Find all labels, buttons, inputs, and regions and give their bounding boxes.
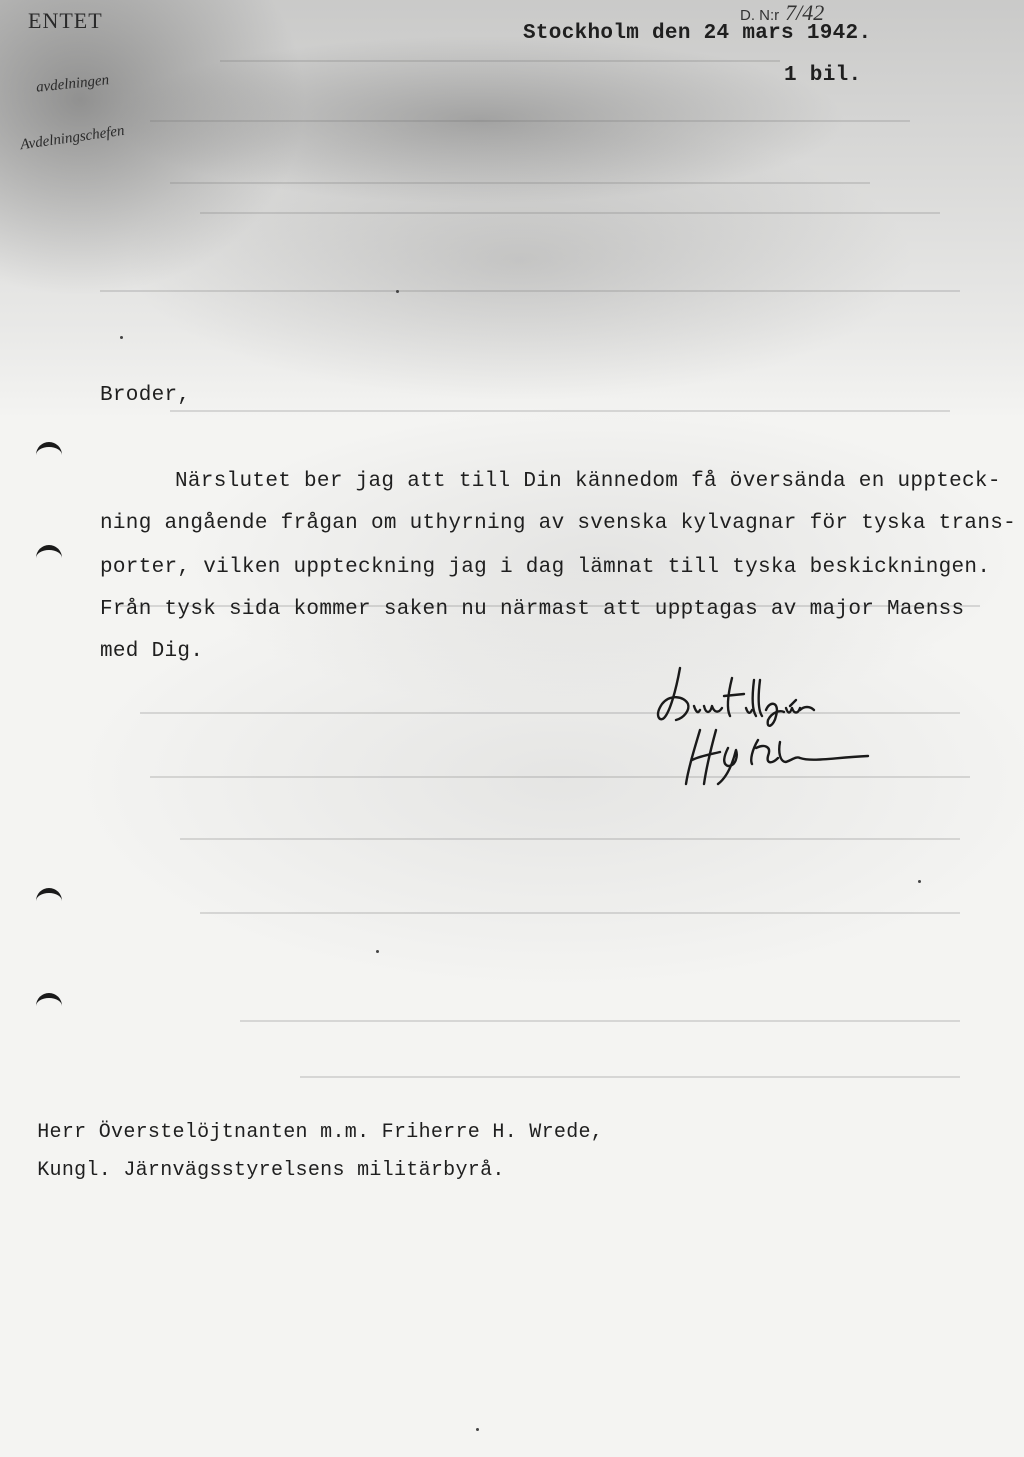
signature-drawing: [640, 660, 880, 790]
punch-hole: [36, 545, 62, 566]
speck: [918, 880, 921, 883]
bleed-line: [300, 1076, 960, 1078]
diary-label: D. N:r: [740, 7, 780, 24]
bleed-line: [200, 912, 960, 914]
speck: [120, 336, 123, 339]
speck: [376, 950, 379, 953]
bleed-line: [180, 838, 960, 840]
signature: [640, 660, 880, 790]
address-line-2-text: Kungl. Järnvägsstyrelsens militärbyrå.: [37, 1159, 505, 1182]
punch-hole: [36, 888, 62, 909]
letterhead-department: ENTET: [28, 8, 103, 33]
body-line: ning angående frågan om uthyrning av svenska kylvagnar för tyska trans-: [100, 512, 1017, 535]
body-line: Från tysk sida kommer saken nu närmast att upptagas av major Maenss: [100, 598, 965, 621]
punch-hole: [36, 993, 62, 1014]
diary-number-value: 7/42: [785, 0, 825, 25]
body-line: Närslutet ber jag att till Din kännedom få översända en uppteck-: [175, 470, 1001, 493]
bleed-line: [220, 60, 780, 62]
address-line-1-text: Herr Överstelöjtnanten m.m. Friherre H. Wrede,: [37, 1121, 604, 1144]
bleed-line: [240, 1020, 960, 1022]
date-line: Stockholm den 24 mars 1942.: [523, 22, 872, 45]
enclosures: 1 bil.: [784, 64, 862, 87]
speck: [476, 1428, 479, 1431]
address-line-2: [0, 1136, 517, 1205]
letterhead-chief: Avdelningschefen: [19, 122, 126, 154]
body-line: porter, vilken uppteckning jag i dag lämnat till tyska beskickningen.: [100, 556, 991, 579]
body-line: med Dig.: [100, 640, 204, 663]
bleed-line: [170, 182, 870, 184]
letterhead-division: avdelningen: [35, 72, 110, 96]
bleed-line: [170, 410, 950, 412]
speck: [396, 290, 399, 293]
bleed-line: [200, 212, 940, 214]
bleed-line: [100, 290, 960, 292]
punch-hole: [36, 442, 62, 463]
bleed-line: [150, 120, 910, 122]
salutation: Broder,: [100, 384, 191, 407]
